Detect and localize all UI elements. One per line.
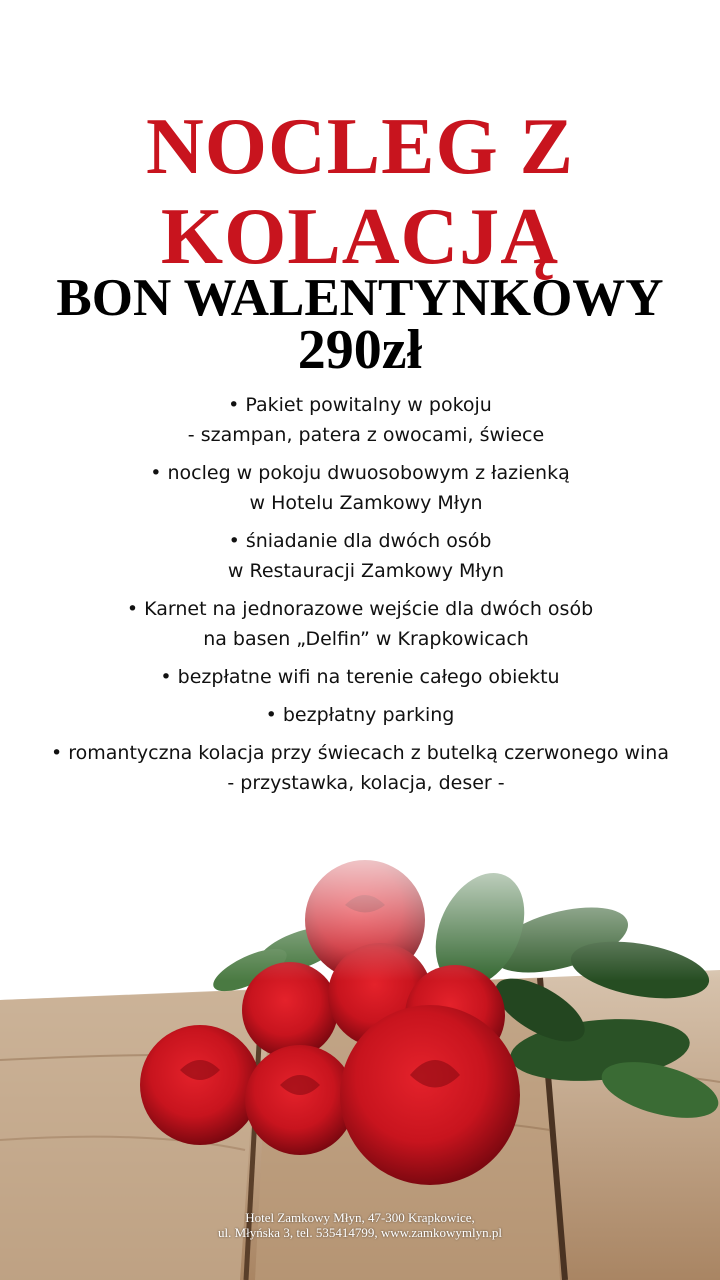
feature-detail: - przystawka, kolacja, deser - bbox=[227, 772, 505, 794]
feature-main: • Pakiet powitalny w pokoju bbox=[0, 390, 720, 420]
feature-item-welcome-pack bbox=[0, 390, 720, 450]
title-line-2: KOLACJĄ bbox=[160, 193, 560, 281]
feature-detail: - szampan, patera z owocami, świece bbox=[187, 424, 545, 446]
feature-detail: na basen „Delfin” w Krapkowicach bbox=[203, 628, 529, 650]
feature-item-breakfast bbox=[0, 526, 720, 586]
features-list bbox=[0, 390, 720, 806]
feature-detail: w Hotelu Zamkowy Młyn bbox=[249, 492, 483, 514]
voucher-subtitle: BON WALENTYNKOWY bbox=[56, 269, 664, 327]
voucher-price: 290zł bbox=[297, 319, 423, 381]
feature-main: • bezpłatny parking bbox=[0, 700, 720, 730]
feature-detail: w Restauracji Zamkowy Młyn bbox=[227, 560, 505, 582]
hotel-contact-footer bbox=[0, 1210, 720, 1240]
feature-main: • nocleg w pokoju dwuosobowym z łazienką bbox=[0, 458, 720, 488]
feature-main: • śniadanie dla dwóch osób bbox=[0, 526, 720, 556]
footer-address: Hotel Zamkowy Młyn, 47-300 Krapkowice, bbox=[245, 1210, 475, 1225]
feature-main: • romantyczna kolacja przy świecach z butelką czerwonego wina bbox=[0, 738, 720, 768]
feature-item-wifi bbox=[0, 662, 720, 692]
feature-item-room bbox=[0, 458, 720, 518]
feature-item-dinner bbox=[0, 738, 720, 798]
title-line-1: NOCLEG Z bbox=[145, 103, 575, 191]
feature-item-parking bbox=[0, 700, 720, 730]
voucher-title bbox=[0, 102, 720, 282]
feature-main: • bezpłatne wifi na terenie całego obiektu bbox=[0, 662, 720, 692]
feature-main: • Karnet na jednorazowe wejście dla dwóch osób bbox=[0, 594, 720, 624]
footer-contact: ul. Młyńska 3, tel. 535414799, www.zamkowymlyn.pl bbox=[217, 1225, 503, 1240]
feature-item-pool bbox=[0, 594, 720, 654]
